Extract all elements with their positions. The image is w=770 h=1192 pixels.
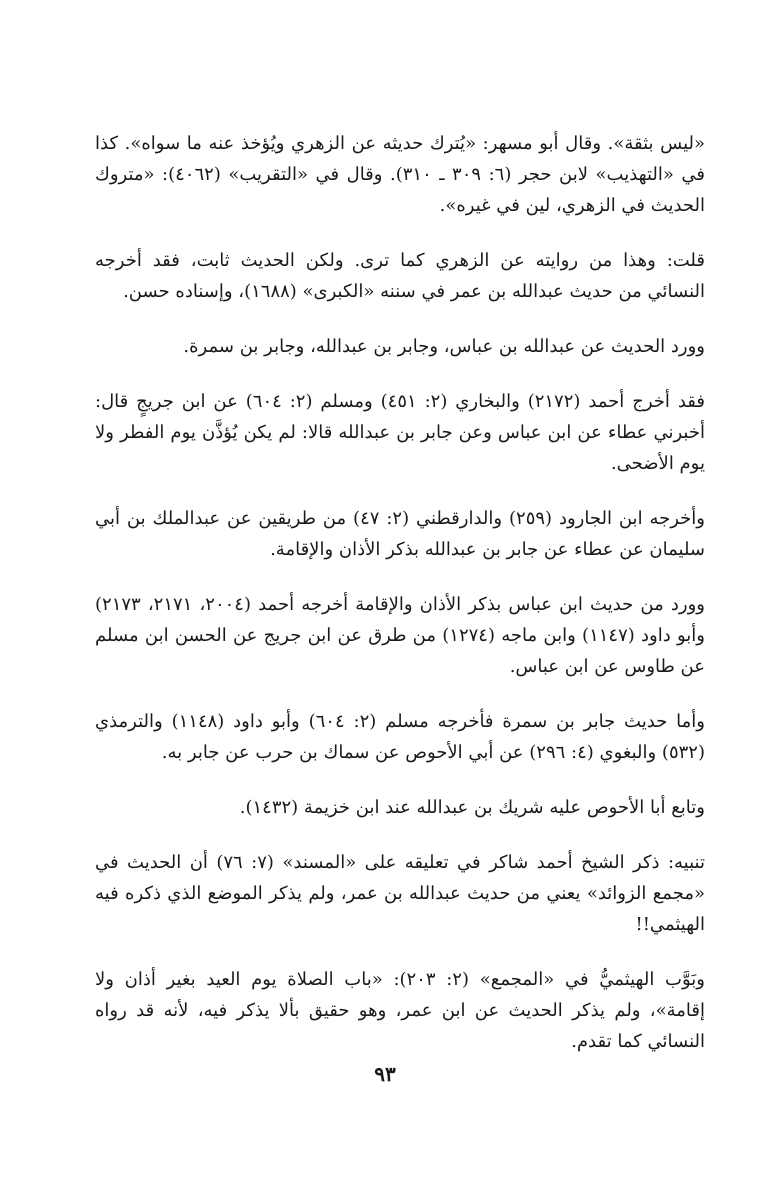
paragraph-3: وورد الحديث عن عبدالله بن عباس، وجابر بن عبدالله، وجابر بن سمرة. [183, 336, 705, 357]
paragraph-10: وبَوَّب الهيثميُّ في «المجمع» (٢: ٢٠٣): «باب الصلاة يوم العيد بغير أذان ولا إقامة»، ولم يذكر الحديث عن ابن عمر، وهو حقيق بألا يذكر فيه، لأنه قد رواه النسائي كما تقدم. [95, 969, 705, 1052]
paragraph-5: وأخرجه ابن الجارود (٢٥٩) والدارقطني (٢: ٤٧) من طريقين عن عبدالملك بن أبي سليمان عن عطاء عن جابر بن عبدالله بذكر الأذان والإقامة. [95, 508, 705, 560]
paragraph-1: «ليس بثقة». وقال أبو مسهر: «يُترك حديثه عن الزهري ويُؤخذ عنه ما سواه». كذا في «التهذيب» لابن حجر (٦: ٣٠٩ ـ ٣١٠). وقال في «التقريب» (٤٠٦٢): «متروك الحديث في الزهري، لين في غيره». [95, 133, 705, 216]
paragraph-8: وتابع أبا الأحوص عليه شريك بن عبدالله عند ابن خزيمة (١٤٣٢). [239, 797, 705, 818]
paragraph-2: قلت: وهذا من روايته عن الزهري كما ترى. ولكن الحديث ثابت، فقد أخرجه النسائي من حديث عبدالله بن عمر في سننه «الكبرى» (١٦٨٨)، وإسناده حسن. [95, 250, 705, 302]
paragraph-7: وأما حديث جابر بن سمرة فأخرجه مسلم (٢: ٦٠٤) وأبو داود (١١٤٨) والترمذي (٥٣٢) والبغوي (٤: ٢٩٦) عن أبي الأحوص عن سماك بن حرب عن جابر به. [95, 711, 705, 763]
paragraph-4: فقد أخرج أحمد (٢١٧٢) والبخاري (٢: ٤٥١) ومسلم (٢: ٦٠٤) عن ابن جريجٍ قال: أخبرني عطاء عن ابن عباس وعن جابر بن عبدالله قالا: لم يكن يُؤذَّن يوم الفطر ولا يوم الأضحى. [95, 391, 705, 474]
paragraph-6: وورد من حديث ابن عباس بذكر الأذان والإقامة أخرجه أحمد (٢٠٠٤، ٢١٧١، ٢١٧٣) وأبو داود (١١٤٧) وابن ماجه (١٢٧٤) من طرق عن ابن جريج عن الحسن ابن مسلم عن طاوس عن ابن عباس. [95, 594, 706, 677]
paragraph-9: تنبيه: ذكر الشيخ أحمد شاكر في تعليقه على «المسند» (٧: ٧٦) أن الحديث في «مجمع الزوائد» يعني من حديث عبدالله بن عمر، ولم يذكر الموضع الذي ذكره فيه الهيثمي!! [95, 852, 705, 935]
page-number: ٩٣ [374, 1062, 396, 1086]
page-body [95, 128, 705, 1057]
